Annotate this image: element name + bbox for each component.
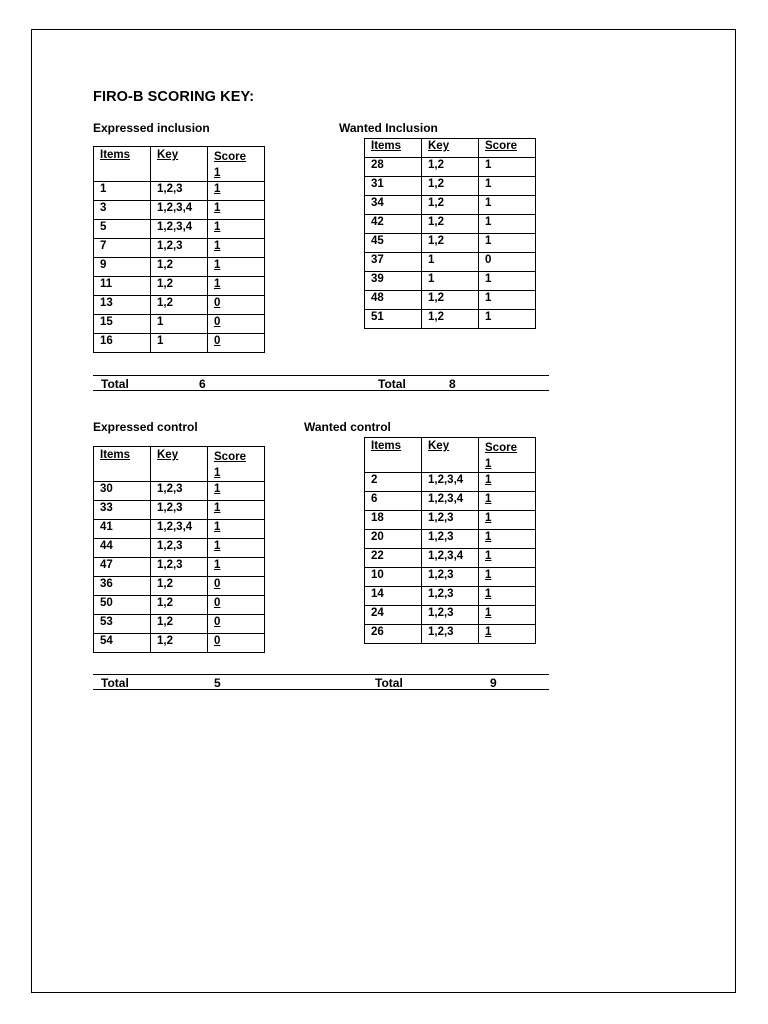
cell-key: 1,2,3 — [151, 482, 208, 501]
cell-item: 24 — [365, 606, 422, 625]
cell-key: 1,2 — [422, 310, 479, 329]
expressed-control-table — [93, 446, 265, 653]
cell-key: 1,2,3,4 — [422, 549, 479, 568]
cell-key: 1,2 — [422, 177, 479, 196]
cell-score: 1 — [479, 473, 536, 492]
wanted-inclusion-total-value: 8 — [449, 377, 456, 391]
header-score: Score 1 — [208, 447, 265, 482]
table-row — [94, 615, 265, 634]
cell-item: 11 — [94, 277, 151, 296]
header-key: Key — [422, 438, 479, 473]
table-row — [365, 291, 536, 310]
cell-item: 44 — [94, 539, 151, 558]
table-row — [365, 272, 536, 291]
cell-item: 47 — [94, 558, 151, 577]
wanted-control-label: Wanted control — [304, 420, 391, 434]
cell-key: 1,2,3,4 — [151, 220, 208, 239]
expressed-inclusion-label: Expressed inclusion — [93, 121, 210, 135]
cell-item: 1 — [94, 182, 151, 201]
cell-score: 1 — [208, 520, 265, 539]
cell-item: 48 — [365, 291, 422, 310]
cell-item: 22 — [365, 549, 422, 568]
cell-item: 42 — [365, 215, 422, 234]
table-row — [94, 520, 265, 539]
table-row — [365, 511, 536, 530]
table-row — [94, 201, 265, 220]
cell-key: 1,2 — [422, 196, 479, 215]
cell-item: 2 — [365, 473, 422, 492]
cell-score: 1 — [479, 196, 536, 215]
cell-score: 1 — [479, 234, 536, 253]
table-row — [365, 625, 536, 644]
cell-key: 1,2,3 — [151, 182, 208, 201]
table-row — [365, 587, 536, 606]
table-row — [94, 315, 265, 334]
cell-score: 0 — [208, 577, 265, 596]
cell-item: 45 — [365, 234, 422, 253]
cell-item: 7 — [94, 239, 151, 258]
cell-score: 1 — [479, 310, 536, 329]
cell-item: 33 — [94, 501, 151, 520]
header-score: Score 1 — [208, 147, 265, 182]
table-row — [365, 234, 536, 253]
wanted-inclusion-label: Wanted Inclusion — [339, 121, 438, 135]
expressed-control-label: Expressed control — [93, 420, 198, 434]
cell-score: 1 — [479, 492, 536, 511]
header-items: Items — [94, 447, 151, 482]
cell-score: 1 — [208, 482, 265, 501]
cell-item: 36 — [94, 577, 151, 596]
cell-score: 1 — [208, 201, 265, 220]
cell-item: 34 — [365, 196, 422, 215]
cell-score: 0 — [208, 334, 265, 353]
table-row — [94, 558, 265, 577]
cell-score: 1 — [479, 568, 536, 587]
cell-item: 37 — [365, 253, 422, 272]
cell-score: 1 — [479, 272, 536, 291]
cell-score: 1 — [479, 158, 536, 177]
cell-key: 1,2,3,4 — [422, 492, 479, 511]
table-row — [365, 492, 536, 511]
cell-key: 1,2,3 — [422, 530, 479, 549]
cell-score: 1 — [208, 239, 265, 258]
cell-item: 54 — [94, 634, 151, 653]
cell-item: 53 — [94, 615, 151, 634]
cell-key: 1,2 — [422, 234, 479, 253]
header-score: Score — [479, 139, 536, 158]
cell-item: 9 — [94, 258, 151, 277]
table-row — [365, 177, 536, 196]
table-row — [365, 473, 536, 492]
cell-score: 1 — [479, 177, 536, 196]
cell-key: 1,2 — [151, 596, 208, 615]
cell-score: 1 — [479, 215, 536, 234]
table-row — [94, 239, 265, 258]
cell-key: 1,2 — [151, 296, 208, 315]
table-row — [365, 606, 536, 625]
cell-key: 1 — [151, 315, 208, 334]
cell-score: 1 — [208, 277, 265, 296]
table-row — [365, 196, 536, 215]
cell-key: 1,2,3 — [422, 625, 479, 644]
cell-item: 39 — [365, 272, 422, 291]
cell-key: 1,2 — [422, 158, 479, 177]
cell-key: 1,2,3 — [151, 501, 208, 520]
cell-score: 0 — [479, 253, 536, 272]
cell-key: 1,2 — [151, 577, 208, 596]
wanted-inclusion-table — [364, 138, 536, 329]
table-row — [365, 568, 536, 587]
cell-item: 51 — [365, 310, 422, 329]
header-score: Score 1 — [479, 438, 536, 473]
cell-key: 1,2,3 — [422, 568, 479, 587]
table-row — [365, 549, 536, 568]
table-row — [94, 182, 265, 201]
cell-key: 1,2 — [422, 291, 479, 310]
cell-item: 30 — [94, 482, 151, 501]
expressed-control-total-value: 5 — [214, 676, 221, 690]
table-row — [365, 215, 536, 234]
wanted-control-table — [364, 437, 536, 644]
cell-key: 1,2,3 — [422, 606, 479, 625]
table-row — [94, 277, 265, 296]
wanted-control-total-value: 9 — [490, 676, 497, 690]
table-row — [365, 158, 536, 177]
table-row — [94, 482, 265, 501]
cell-score: 1 — [479, 625, 536, 644]
table-row — [365, 530, 536, 549]
cell-item: 13 — [94, 296, 151, 315]
cell-score: 1 — [479, 291, 536, 310]
cell-key: 1 — [422, 272, 479, 291]
cell-item: 3 — [94, 201, 151, 220]
header-items: Items — [94, 147, 151, 182]
cell-score: 0 — [208, 615, 265, 634]
expressed-inclusion-table — [93, 146, 265, 353]
cell-key: 1,2 — [151, 277, 208, 296]
cell-score: 1 — [479, 587, 536, 606]
table-row — [365, 253, 536, 272]
cell-item: 28 — [365, 158, 422, 177]
wanted-control-total-label: Total — [375, 676, 403, 690]
expressed-control-total-label: Total — [101, 676, 129, 690]
inclusion-totals-bar — [93, 375, 549, 391]
cell-score: 1 — [208, 539, 265, 558]
table-row — [94, 634, 265, 653]
cell-score: 0 — [208, 596, 265, 615]
cell-item: 18 — [365, 511, 422, 530]
header-key: Key — [151, 147, 208, 182]
cell-key: 1,2,3 — [151, 239, 208, 258]
cell-key: 1,2,3 — [422, 587, 479, 606]
cell-item: 41 — [94, 520, 151, 539]
cell-score: 1 — [208, 220, 265, 239]
cell-item: 5 — [94, 220, 151, 239]
cell-key: 1,2 — [151, 634, 208, 653]
header-key: Key — [151, 447, 208, 482]
table-row — [94, 258, 265, 277]
header-key: Key — [422, 139, 479, 158]
cell-item: 15 — [94, 315, 151, 334]
header-items: Items — [365, 438, 422, 473]
cell-item: 50 — [94, 596, 151, 615]
table-row — [94, 596, 265, 615]
cell-key: 1,2 — [151, 258, 208, 277]
table-row — [94, 220, 265, 239]
cell-score: 1 — [479, 511, 536, 530]
cell-score: 1 — [479, 606, 536, 625]
cell-score: 1 — [479, 549, 536, 568]
cell-score: 0 — [208, 315, 265, 334]
cell-score: 1 — [208, 258, 265, 277]
cell-key: 1,2,3 — [422, 511, 479, 530]
cell-key: 1 — [422, 253, 479, 272]
cell-item: 16 — [94, 334, 151, 353]
cell-score: 0 — [208, 634, 265, 653]
table-row — [365, 310, 536, 329]
header-items: Items — [365, 139, 422, 158]
cell-item: 26 — [365, 625, 422, 644]
cell-key: 1,2,3 — [151, 539, 208, 558]
cell-key: 1,2 — [422, 215, 479, 234]
cell-score: 1 — [208, 558, 265, 577]
expressed-inclusion-total-value: 6 — [199, 377, 206, 391]
cell-score: 0 — [208, 296, 265, 315]
table-row — [94, 501, 265, 520]
expressed-inclusion-total-label: Total — [101, 377, 129, 391]
cell-key: 1,2,3,4 — [151, 520, 208, 539]
cell-score: 1 — [208, 501, 265, 520]
control-totals-bar — [93, 674, 549, 690]
table-row — [94, 577, 265, 596]
cell-key: 1,2,3 — [151, 558, 208, 577]
cell-key: 1,2,3,4 — [151, 201, 208, 220]
cell-key: 1,2 — [151, 615, 208, 634]
cell-item: 20 — [365, 530, 422, 549]
cell-item: 31 — [365, 177, 422, 196]
cell-key: 1,2,3,4 — [422, 473, 479, 492]
cell-score: 1 — [208, 182, 265, 201]
table-row — [94, 296, 265, 315]
table-row — [94, 334, 265, 353]
cell-item: 14 — [365, 587, 422, 606]
cell-score: 1 — [479, 530, 536, 549]
table-row — [94, 539, 265, 558]
document-title: FIRO-B SCORING KEY: — [93, 89, 255, 105]
cell-item: 6 — [365, 492, 422, 511]
cell-key: 1 — [151, 334, 208, 353]
wanted-inclusion-total-label: Total — [378, 377, 406, 391]
cell-item: 10 — [365, 568, 422, 587]
